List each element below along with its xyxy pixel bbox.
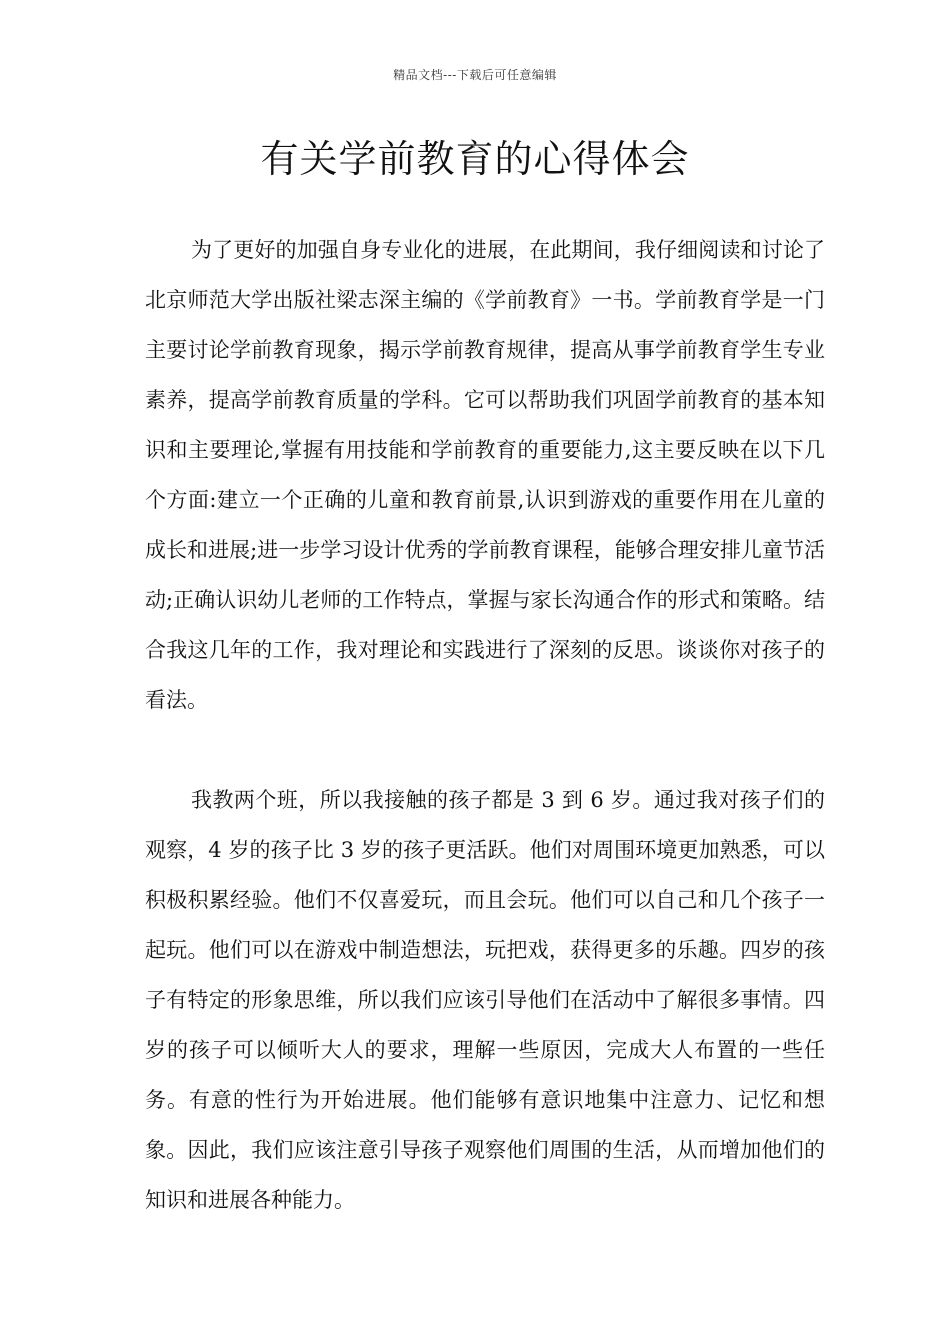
paragraph-1: 为了更好的加强自身专业化的进展，在此期间，我仔细阅读和讨论了北京师范大学出版社梁志深主编的《学前教育》一书。学前教育学是一门主要讨论学前教育现象，揭示学前教育规律，提高从事学前教育学生专业素养，提高学前教育质量的学科。它可以帮助我们巩固学前教育的基本知识和主要理论,掌握有用技能和学前教育的重要能力,这主要反映在以下几个方面:建立一个正确的儿童和教育前景,认识到游戏的重要作用在儿童的成长和进展;进一步学习设计优秀的学前教育课程，能够合理安排儿童节活动;正确认识幼儿老师的工作特点，掌握与家长沟通合作的形式和策略。结合我这几年的工作，我对理论和实践进行了深刻的反思。谈谈你对孩子的看法。 <box>145 238 825 712</box>
document-title: 有关学前教育的心得体会 <box>260 137 690 181</box>
paragraph-2: 我教两个班，所以我接触的孩子都是 3 到 6 岁。通过我对孩子们的观察，4 岁的孩子比 3 岁的孩子更活跃。他们对周围环境更加熟悉，可以积极积累经验。他们不仅喜爱玩，而且会玩。他们可以自己和几个孩子一起玩。他们可以在游戏中制造想法，玩把戏，获得更多的乐趣。四岁的孩子有特定的形象思维，所以我们应该引导他们在活动中了解很多事情。四岁的孩子可以倾听大人的要求，理解一些原因，完成大人布置的一些任务。有意的性行为开始进展。他们能够有意识地集中注意力、记忆和想象。因此，我们应该注意引导孩子观察他们周围的生活，从而增加他们的知识和进展各种能力。 <box>145 788 825 1212</box>
header-note: 精品文档---下载后可任意编辑 <box>393 68 557 82</box>
